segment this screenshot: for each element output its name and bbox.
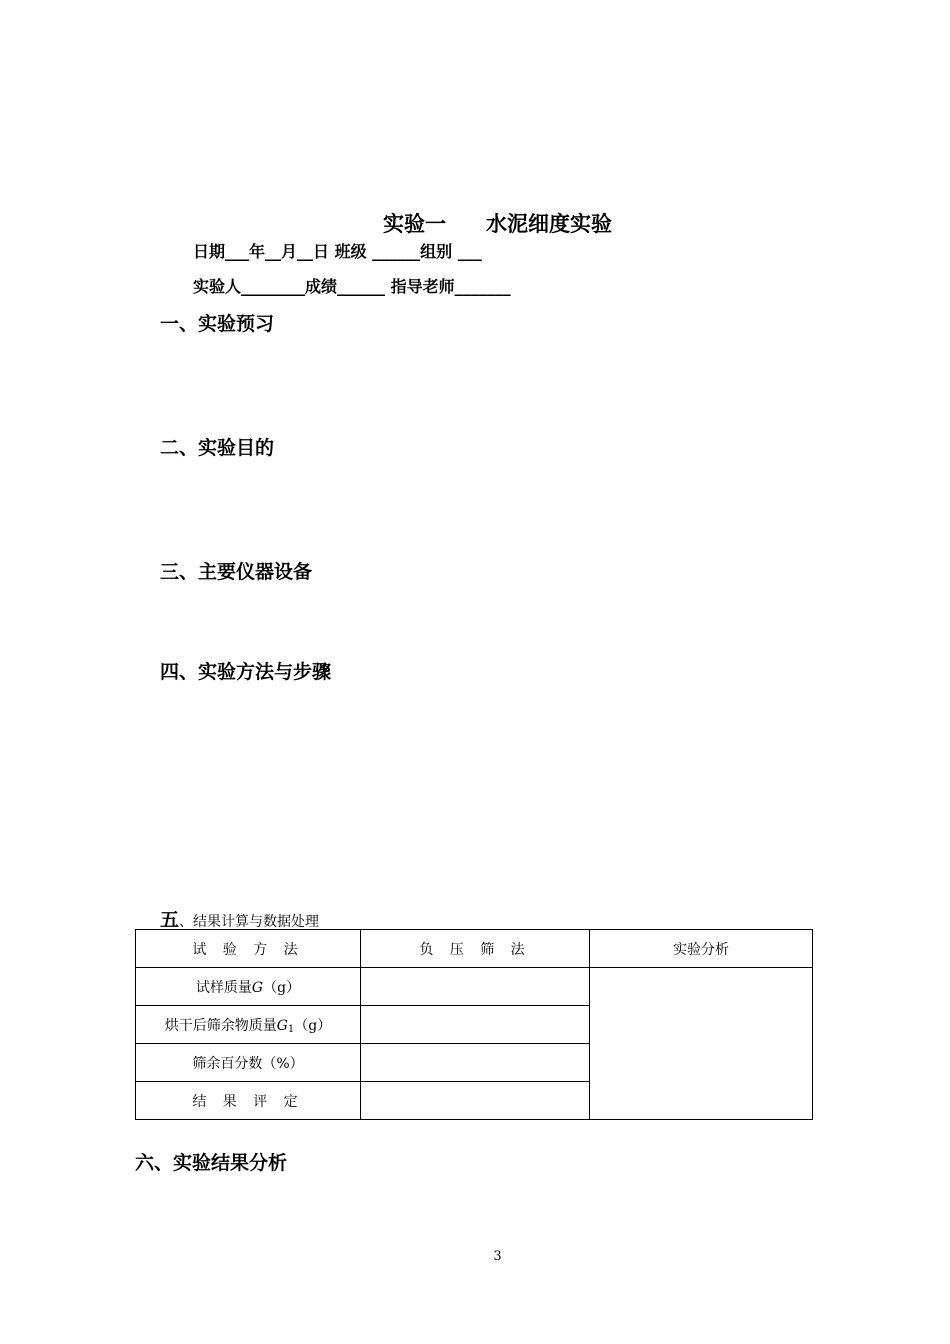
section-number: 五 [160,909,180,931]
row-label-residue-percent: 筛余百分数（%） [136,1044,361,1082]
value-cell [361,1006,590,1044]
section-heading-preview: 一、实验预习 [160,313,275,335]
table-header-row [136,930,813,968]
section-heading-label: 、结果计算与数据处理 [179,914,320,930]
analysis-cell [590,968,813,1120]
value-cell [361,1082,590,1120]
section-heading-purpose: 二、实验目的 [160,437,275,459]
row-label-evaluation: 结 果 评 定 [136,1082,361,1120]
table-row [136,968,813,1006]
section-heading-analysis: 六、实验结果分析 [135,1152,288,1174]
title-part1: 实验一 [383,212,446,236]
header-method: 试 验 方 法 [136,930,361,968]
section-heading-results [160,905,319,932]
header-negative-pressure-sieve: 负 压 筛 法 [361,930,590,968]
section-heading-method: 四、实验方法与步骤 [160,661,332,683]
page-number: 3 [493,1249,502,1264]
row-label-residue-mass: 烘干后筛余物质量$G_1(g)$ [136,1006,361,1044]
info-line-date-class: 日期___年__月__日 班级 ______组别 ___ [193,242,482,261]
value-cell [361,968,590,1006]
info-line-person-grade: 实验人________成绩______ 指导老师_______ [193,277,511,296]
header-analysis: 实验分析 [590,930,813,968]
row-label-sample-mass: 试样质量G（g） [136,968,361,1006]
results-table [135,929,813,1120]
value-cell [361,1044,590,1082]
section-heading-equipment: 三、主要仪器设备 [160,561,313,583]
page-title [0,208,950,238]
title-part2: 水泥细度实验 [486,212,612,236]
